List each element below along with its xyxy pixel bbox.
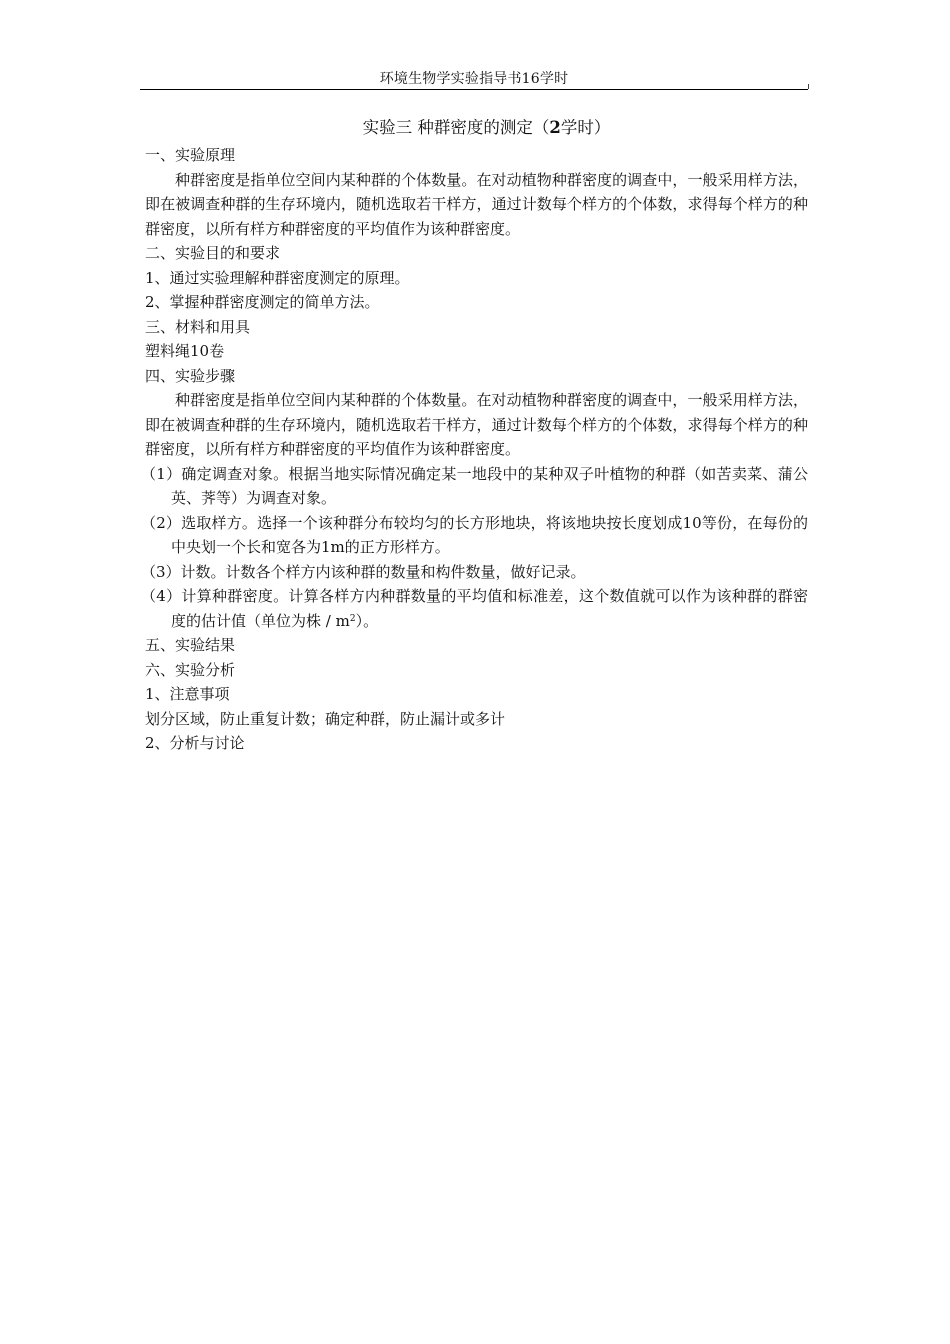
step-4-superscript: 2	[349, 613, 356, 624]
analysis-item-2: 2、分析与讨论	[145, 734, 245, 752]
procedure-step-4	[141, 584, 808, 633]
objective-item-2: 2、掌握种群密度测定的简单方法。	[145, 293, 380, 311]
title-hours: 2	[549, 118, 561, 137]
procedure-step-3: （3）计数。计数各个样方内该种群的数量和构件数量，做好记录。	[141, 562, 586, 581]
experiment-title	[165, 116, 808, 140]
analysis-item-1: 1、注意事项	[145, 685, 230, 703]
section-heading-analysis: 六、实验分析	[145, 660, 236, 679]
running-header: 环境生物学实验指导书16学时	[379, 71, 569, 87]
section-heading-materials: 三、材料和用具	[145, 317, 251, 336]
section-heading-objectives: 二、实验目的和要求	[145, 244, 281, 262]
objective-item-1: 1、通过实验理解种群密度测定的原理。	[145, 268, 410, 287]
title-suffix: 学时）	[560, 118, 611, 137]
procedure-paragraph: 种群密度是指单位空间内某种群的个体数量。在对动植物种群密度的调查中，一般采用样方法，即在被调查种群的生存环境内，随机选取若干样方，通过计数每个样方的个体数，求得每个样方的种群密度，以所有样方种群密度的平均值作为该种群密度。	[145, 391, 808, 458]
step-4-text: （4）计算种群密度。计算各样方内种群数量的平均值和标准差，这个数值就可以作为该种群的群密度的估计值（单位为株 / m	[141, 587, 808, 630]
materials-item: 塑料绳10卷	[145, 342, 225, 360]
section-heading-principle: 一、实验原理	[145, 146, 236, 164]
header-rule	[140, 89, 808, 90]
header-rule-tick	[808, 84, 809, 89]
section-heading-results: 五、实验结果	[145, 636, 236, 654]
principle-paragraph: 种群密度是指单位空间内某种群的个体数量。在对动植物种群密度的调查中，一般采用样方法，即在被调查种群的生存环境内，随机选取若干样方，通过计数每个样方的个体数，求得每个样方的种群密度，以所有样方种群密度的平均值作为该种群密度。	[145, 170, 808, 238]
title-main: 实验三 种群密度的测定（	[362, 118, 550, 137]
procedure-step-1: （1）确定调查对象。根据当地实际情况确定某一地段中的某种双子叶植物的种群（如苦卖菜、蒲公英、荠等）为调查对象。	[141, 464, 808, 507]
procedure-step-2: （2）选取样方。选择一个该种群分布较均匀的长方形地块，将该地块按长度划成10等份，在每份的中央划一个长和宽各为1m的正方形样方。	[141, 513, 808, 556]
analysis-item-1-text: 划分区域，防止重复计数；确定种群，防止漏计或多计	[145, 709, 506, 728]
document-body	[141, 116, 808, 756]
step-4-end: ）。	[355, 611, 379, 630]
section-heading-procedure: 四、实验步骤	[145, 366, 236, 385]
